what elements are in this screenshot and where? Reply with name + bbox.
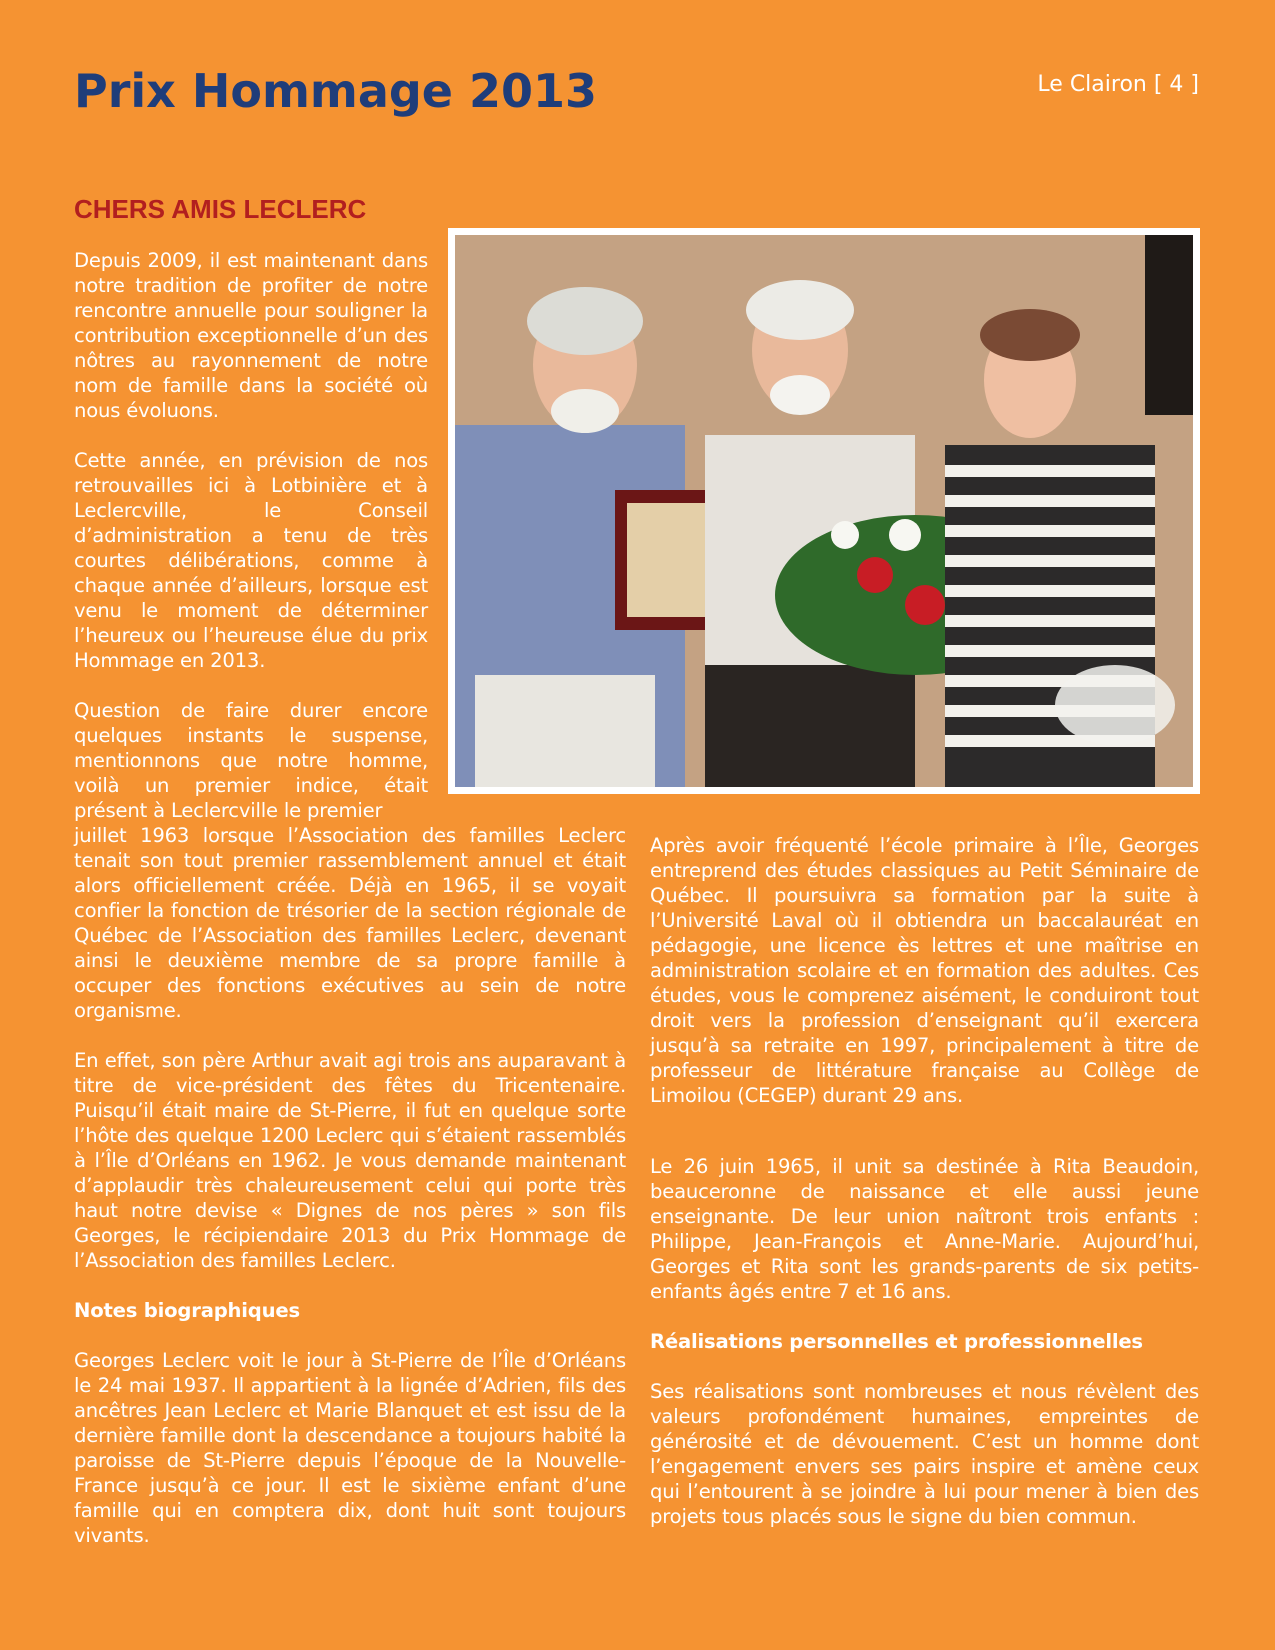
paragraph-education: Après avoir fréquenté l’école primaire à l’Île, Georges entreprend des études classiques au Petit Séminaire de Québec. Il poursuivra sa formation par la suite à l’Université Laval où il obtiendra un baccalauréat en pédagogie, une licence ès lettres et une maîtrise en administration scolaire et en formation des adultes. Ces études, vous le comprenez aisément, le conduiront tout droit vers la profession d’enseignant qu’il exercera jusqu’à sa retraite en 1997, principalement à titre de professeur de littérature française au Collège de Limoilou (CEGEP) durant 29 ans.: [650, 834, 1199, 1107]
paragraph-suspense-start: Question de faire durer encore quelques instants le suspense, mentionnons que notre homme, voilà un premier indice, était présent à Leclercville le premier: [74, 699, 428, 822]
column-left-bottom: [74, 823, 626, 1573]
paragraph-family: Le 26 juin 1965, il unit sa destinée à Rita Beaudoin, beauceronne de naissance et elle aussi jeune enseignante. De leur union naîtront trois enfants : Philippe, Jean-François et Anne-Marie. Aujourd’hui, Georges et Rita sont les grands-parents de six petits-enfants âgés entre 7 et 16 ans.: [650, 1155, 1199, 1303]
article-heading: CHERS AMIS LECLERC: [74, 194, 367, 224]
photo-illustration: [455, 235, 1193, 787]
page-number: Le Clairon [ 4 ]: [1037, 72, 1199, 97]
column-left-top: [74, 248, 428, 823]
paragraph-achievements: Ses réalisations sont nombreuses et nous révèlent des valeurs profondément humaines, empreintes de générosité et de dévouement. C’est un homme dont l’engagement envers ses pairs inspire et amène ceux qui l’entourent à se joindre à lui pour mener à bien des projets tous placés sous le signe du bien commun.: [650, 1380, 1199, 1528]
column-right: [650, 833, 1199, 1554]
paragraph-biography: Georges Leclerc voit le jour à St-Pierre de l’Île d’Orléans le 24 mai 1937. Il appartient à la lignée d’Adrien, fils des ancêtres Jean Leclerc et Marie Blanquet et est issu de la dernière famille dont la descendance a toujours habité la paroisse de St-Pierre depuis l’époque de la Nouvelle-France jusqu’à ce jour. Il est le sixième enfant d’une famille qui en comptera dix, dont huit sont toujours vivants.: [74, 1349, 626, 1547]
paragraph-intro: Depuis 2009, il est maintenant dans notre tradition de profiter de notre rencontre annuelle pour souligner la contribution exceptionnelle d’un des nôtres au rayonnement de notre nom de famille dans la société où nous évoluons.: [74, 249, 428, 422]
paragraph-father: En effet, son père Arthur avait agi trois ans auparavant à titre de vice-président des fêtes du Tricentenaire. Puisqu’il était maire de St-Pierre, il fut en quelque sorte l’hôte des quelque 1200 Leclerc qui s’étaient rassemblés à l’Île d’Orléans en 1962. Je vous demande maintenant d’applaudir très chaleureusement celui qui porte très haut notre devise « Dignes de nos pères » son fils Georges, le récipiendaire 2013 du Prix Hommage de l’Association des familles Leclerc.: [74, 1049, 626, 1272]
paragraph-suspense-end: juillet 1963 lorsque l’Association des familles Leclerc tenait son tout premier rassemblement annuel et était alors officiellement créée. Déjà en 1965, il se voyait confier la fonction de trésorier de la section régionale de Québec de l’Association des familles Leclerc, devenant ainsi le deuxième membre de sa propre famille à occuper des fonctions exécutives au sein de notre organisme.: [74, 824, 626, 1022]
award-photo: [448, 228, 1200, 794]
paragraph-council: Cette année, en prévision de nos retrouvailles ici à Lotbinière et à Leclercville, le Conseil d’administration a tenu de très courtes délibérations, comme à chaque année d’ailleurs, lorsque est venu le moment de déterminer l’heureux ou l’heureuse élue du prix Hommage en 2013.: [74, 449, 428, 672]
page-title: Prix Hommage 2013: [74, 64, 598, 118]
photo-image: [455, 235, 1193, 787]
achievements-heading: Réalisations personnelles et professionnelles: [650, 1330, 1143, 1353]
biography-heading: Notes biographiques: [74, 1299, 300, 1322]
